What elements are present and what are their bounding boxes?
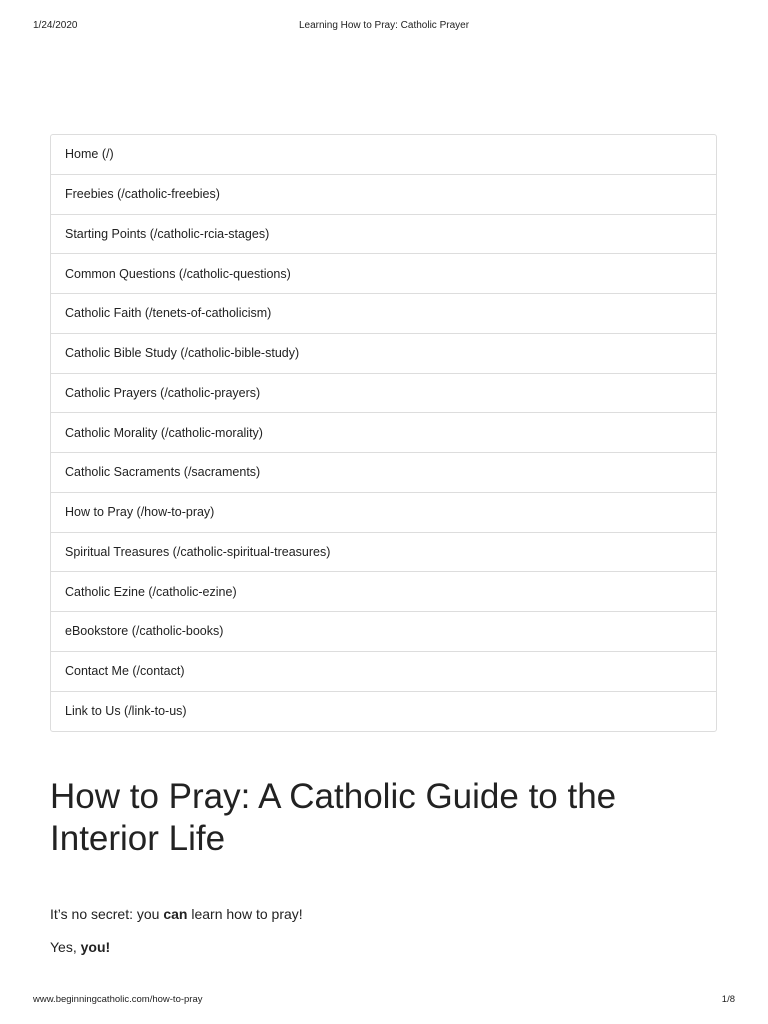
print-page-number: 1/8 <box>721 994 735 1005</box>
nav-item-catholic-morality[interactable]: Catholic Morality (/catholic-morality) <box>51 413 716 453</box>
nav-item-ezine[interactable]: Catholic Ezine (/catholic-ezine) <box>51 572 716 612</box>
emphasis-paragraph: Yes, you! <box>50 939 111 955</box>
nav-item-sacraments[interactable]: Catholic Sacraments (/sacraments) <box>51 453 716 493</box>
nav-item-link-to-us[interactable]: Link to Us (/link-to-us) <box>65 704 187 719</box>
nav-item-catholic-faith[interactable]: Catholic Faith (/tenets-of-catholicism) <box>51 294 716 334</box>
nav-item-contact[interactable]: Contact Me (/contact) <box>51 652 716 692</box>
print-document-title: Learning How to Pray: Catholic Prayer <box>298 20 470 31</box>
nav-item-common-questions[interactable]: Common Questions (/catholic-questions) <box>51 254 716 294</box>
nav-item-how-to-pray[interactable]: How to Pray (/how-to-pray) <box>51 493 716 533</box>
nav-item-home[interactable]: Home (/) <box>51 135 716 175</box>
nav-item-spiritual-treasures[interactable]: Spiritual Treasures (/catholic-spiritual-treasures) <box>51 533 716 573</box>
page-title: How to Pray: A Catholic Guide to the Interior Life <box>50 777 617 858</box>
nav-item-starting-points[interactable]: Starting Points (/catholic-rcia-stages) <box>51 215 716 255</box>
intro-paragraph: It’s no secret: you can learn how to pray! <box>50 906 303 922</box>
nav-item-ebookstore[interactable]: eBookstore (/catholic-books) <box>51 612 716 652</box>
nav-item-catholic-prayers[interactable]: Catholic Prayers (/catholic-prayers) <box>51 374 716 414</box>
print-date: 1/24/2020 <box>33 20 78 31</box>
nav-item-freebies[interactable]: Freebies (/catholic-freebies) <box>51 175 716 215</box>
print-footer <box>33 994 735 1008</box>
print-url: www.beginningcatholic.com/how-to-pray <box>33 994 203 1005</box>
nav-item-bible-study[interactable]: Catholic Bible Study (/catholic-bible-study) <box>51 334 716 374</box>
print-header <box>33 20 735 34</box>
site-navigation <box>50 134 717 732</box>
